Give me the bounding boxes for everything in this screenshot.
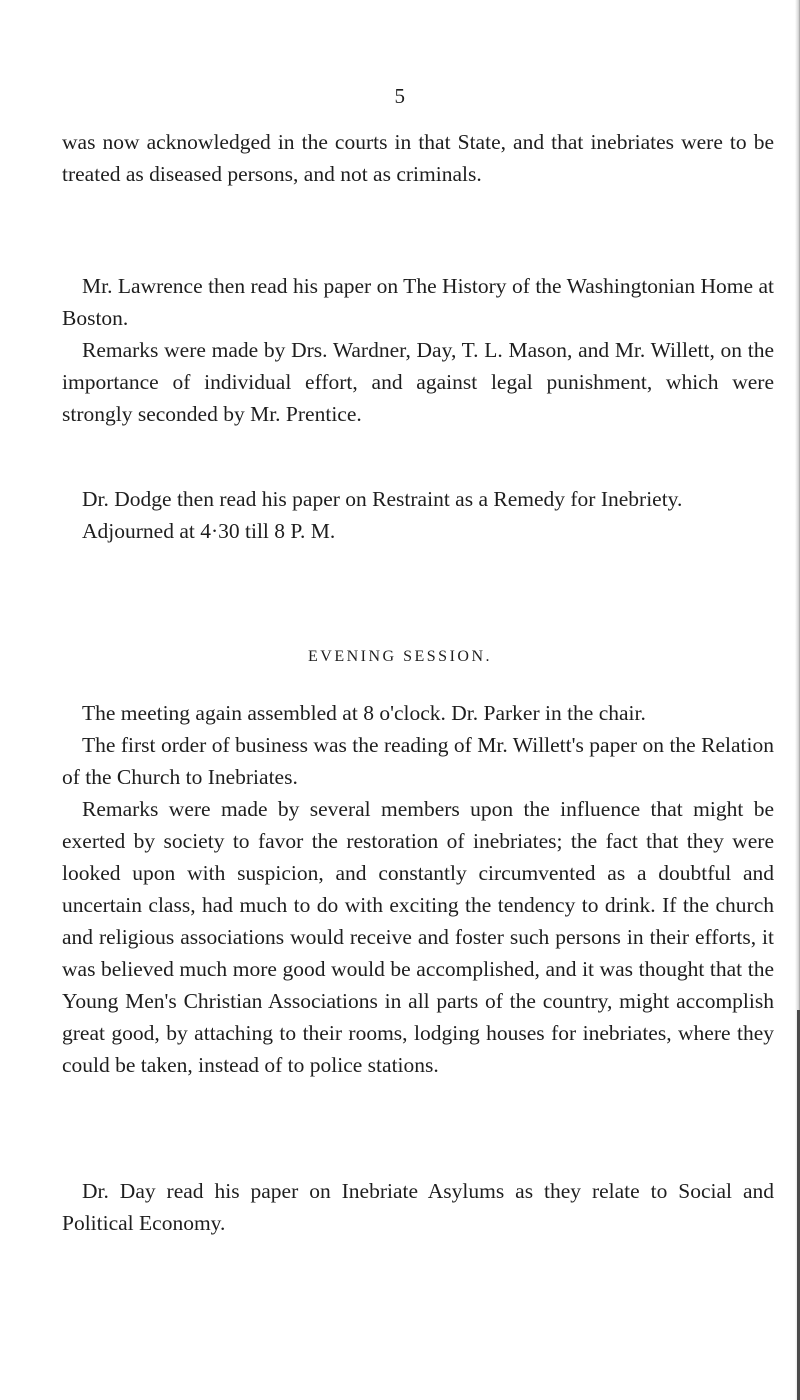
paragraph-block-2: [62, 270, 774, 430]
paragraph-lawrence: Mr. Lawrence then read his paper on The History of the Washingtonian Home at Boston.: [62, 274, 774, 330]
page-number: 5: [394, 84, 406, 108]
paragraph-block-3: [62, 483, 774, 547]
paragraph-remarks-1: Remarks were made by Drs. Wardner, Day, T. L. Mason, and Mr. Willett, on the importance of individual effort, and against legal punishment, which were strongly seconded by Mr. Prentice.: [62, 338, 774, 426]
paragraph-block-6: [62, 1175, 774, 1239]
paragraph-block-5: [62, 697, 774, 1081]
paragraph-day: Dr. Day read his paper on Inebriate Asylums as they relate to Social and Political Economy.: [62, 1179, 774, 1235]
paragraph-continuation: was now acknowledged in the courts in that State, and that inebriates were to be treated as diseased persons, and not as criminals.: [62, 130, 774, 186]
paragraph-dodge: Dr. Dodge then read his paper on Restraint as a Remedy for Inebriety.: [82, 487, 683, 511]
paragraph-block-1: [62, 126, 774, 190]
section-heading: EVENING SESSION.: [308, 648, 492, 665]
paragraph-meeting: The meeting again assembled at 8 o'clock. Dr. Parker in the chair.: [82, 701, 646, 725]
paragraph-first-order: The first order of business was the reading of Mr. Willett's paper on the Relation of the Church to Inebriates.: [62, 733, 774, 789]
paragraph-adjourned: Adjourned at 4·30 till 8 P. M.: [82, 519, 336, 543]
paragraph-remarks-2: Remarks were made by several members upon the influence that might be exerted by society to favor the restoration of inebriates; the fact that they were looked upon with suspicion, and constantly circumvented as a doubtful and uncertain class, had much to do with exciting the tendency to drink. If the church and religious associations would receive and foster such persons in their efforts, it was believed much more good would be accomplished, and it was thought that the Young Men's Christian Associations in all parts of the country, might accomplish great good, by attaching to their rooms, lodging houses for inebriates, where they could be taken, instead of to police stations.: [62, 797, 774, 1077]
